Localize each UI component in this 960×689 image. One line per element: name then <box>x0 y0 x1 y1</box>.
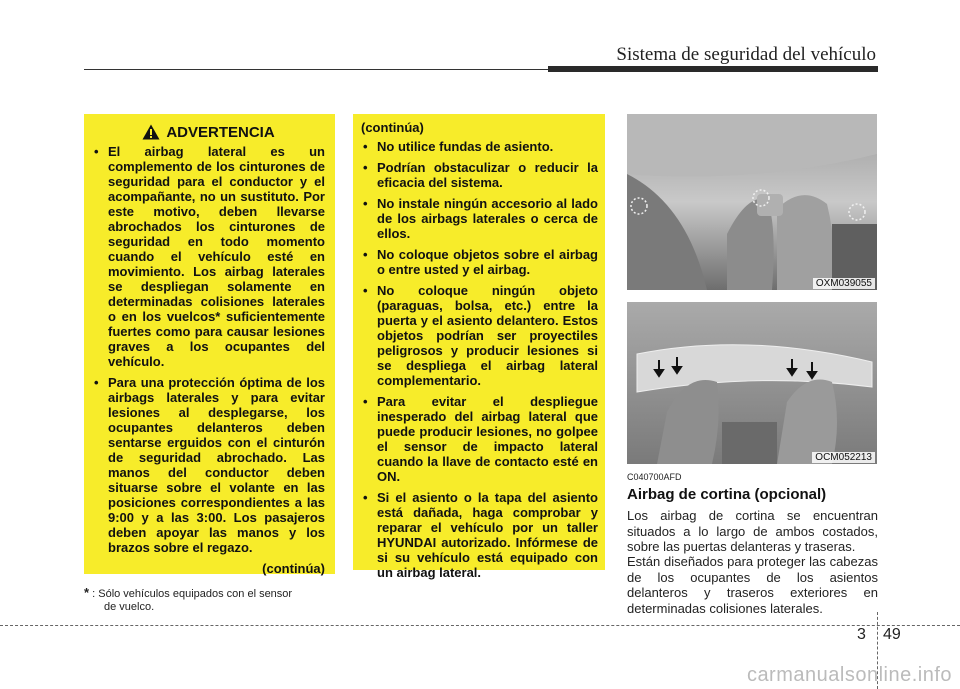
page-header-title: Sistema de seguridad del vehículo <box>616 44 876 65</box>
footnote <box>84 586 336 614</box>
footnote-star: * <box>84 585 90 600</box>
warning-item: • Para evitar el despliegue inesperado del airbag lateral que puede producir lesiones, no golpee el sensor de impacto lateral cuando la llave de contacto esté en ON. <box>361 394 598 484</box>
header-rule <box>84 69 550 70</box>
section-title: Airbag de cortina (opcional) <box>627 486 827 503</box>
figure-interior-photo <box>627 114 877 290</box>
warning-box-left <box>84 114 335 574</box>
page-number: 49 <box>883 626 901 643</box>
section-code: C040700AFD <box>627 472 682 482</box>
section-paragraph: Los airbag de cortina se encuentran situados a lo largo de ambos costados, sobre las puertas delanteras y traseras. <box>627 508 878 554</box>
warning-list <box>361 139 598 580</box>
warning-item: • No coloque ningún objeto (paraguas, bolsa, etc.) entre la puerta y el asiento delantero. Estos objetos podrían ser proyectiles peligrosos y producir lesiones si se despliega el airbag lateral complementario. <box>361 283 598 388</box>
footnote-line-1: : Sólo vehículos equipados con el sensor <box>92 588 293 600</box>
warning-box-middle <box>353 114 605 580</box>
continued-label: (continúa) <box>361 120 424 135</box>
watermark: carmanualsonline.info <box>746 664 952 686</box>
warning-item: • Para una protección óptima de los airbags laterales y para evitar lesiones al desplegarse, los ocupantes delanteros deben sentarse erguidos con el cinturón de seguridad abrochado. Las manos del conductor deben situarse sobre el volante en las posiciones correspondientes a las 9:00 y a las 3:00. Los pasajeros deben apoyar las manos y los brazos sobre el regazo. <box>92 375 325 555</box>
warning-item: • No coloque objetos sobre el airbag o entre usted y el airbag. <box>361 247 598 277</box>
warning-list <box>92 144 325 555</box>
warning-item: • No instale ningún accesorio al lado de los airbags laterales o cerca de ellos. <box>361 196 598 241</box>
warning-triangle-icon <box>142 124 160 140</box>
interior-illustration <box>627 114 877 290</box>
section-paragraph: Están diseñados para proteger las cabezas de los ocupantes de los asientos delanteros y traseros exteriores en determinadas colisiones laterales. <box>627 554 878 616</box>
continues-label: (continúa) <box>262 561 325 576</box>
chapter-number: 3 <box>857 626 866 643</box>
figure-curtain-airbag <box>627 302 877 464</box>
warning-heading <box>92 124 325 140</box>
header-rule-accent <box>548 66 878 72</box>
warning-item: • Si el asiento o la tapa del asiento está dañada, haga comprobar y reparar el vehículo por un taller HYUNDAI autorizado. Infórmese de si su vehículo está equipado con un airbag lateral. <box>361 490 598 580</box>
figure-code: OCM052213 <box>812 452 875 463</box>
footnote-line-2: de vuelco. <box>104 601 155 613</box>
figure-code: OXM039055 <box>813 278 875 289</box>
warning-heading-label: ADVERTENCIA <box>166 123 275 141</box>
warning-item: • No utilice fundas de asiento. <box>361 139 598 154</box>
curtain-airbag-illustration <box>627 302 877 464</box>
footer-rule <box>0 625 960 626</box>
warning-item: • Podrían obstaculizar o reducir la eficacia del sistema. <box>361 160 598 190</box>
warning-item: • El airbag lateral es un complemento de los cinturones de seguridad para el conductor y el acompañante, no un sustituto. Por este motivo, deben llevarse abrochados los cinturones de seguridad en todo momento cuando el vehículo esté en movimiento. Los airbag laterales se despliegan solamente en determinadas colisiones laterales o en los vuelcos* suficientemente fuertes como para causar lesiones graves a los ocupantes del vehículo. <box>92 144 325 369</box>
